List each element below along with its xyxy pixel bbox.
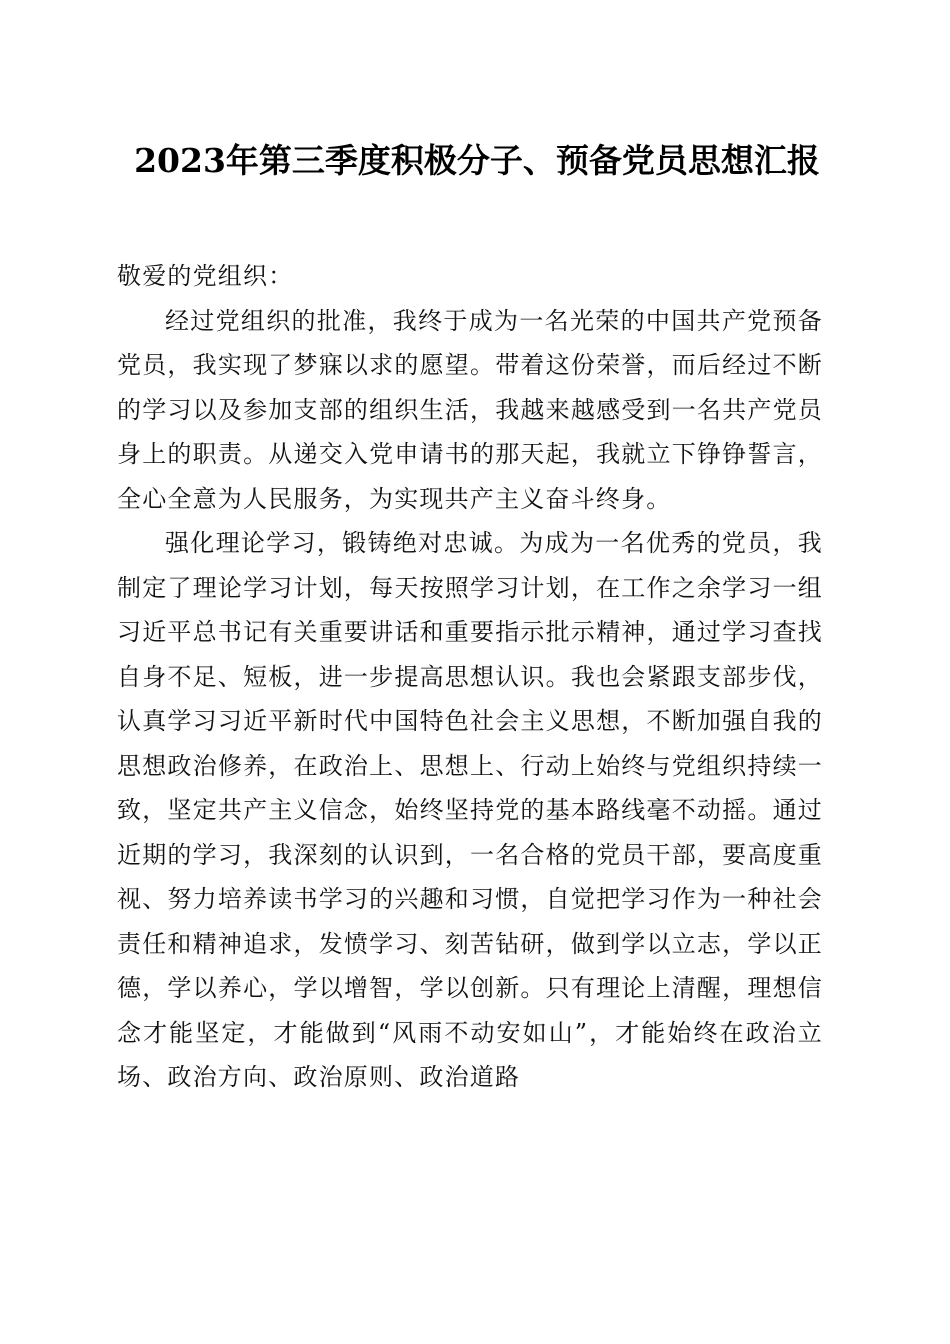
salutation: 敬爱的党组织： xyxy=(117,262,294,290)
document-body xyxy=(117,254,823,1100)
document-title: 2023年第三季度积极分子、预备党员思想汇报 xyxy=(134,141,820,180)
paragraph-theory-study: 强化理论学习，锻铸绝对忠诚。为成为一名优秀的党员，我制定了理论学习计划，每天按照学习计划，在工作之余学习一组习近平总书记有关重要讲话和重要指示批示精神，通过学习查找自身不足、短板，进一步提高思想认识。我也会紧跟支部步伐，认真学习习近平新时代中国特色社会主义思想，不断加强自我的思想政治修养，在政治上、思想上、行动上始终与党组织持续一致，坚定共产主义信念，始终坚持党的基本路线毫不动摇。通过近期的学习，我深刻的认识到，一名合格的党员干部，要高度重视、努力培养读书学习的兴趣和习惯，自觉把学习作为一种社会责任和精神追求，发愤学习、刻苦钻研，做到学以立志，学以正德，学以养心，学以增智，学以创新。只有理论上清醒，理想信念才能坚定，才能做到“风雨不动安如山”，才能始终在政治立场、政治方向、政治原则、政治道路 xyxy=(117,529,823,1091)
paragraph-intro: 经过党组织的批准，我终于成为一名光荣的中国共产党预备党员，我实现了梦寐以求的愿望。带着这份荣誉，而后经过不断的学习以及参加支部的组织生活，我越来越感受到一名共产党员身上的职责。从递交入党申请书的那天起，我就立下铮铮誓言，全心全意为人民服务，为实现共产主义奋斗终身。 xyxy=(117,306,823,513)
